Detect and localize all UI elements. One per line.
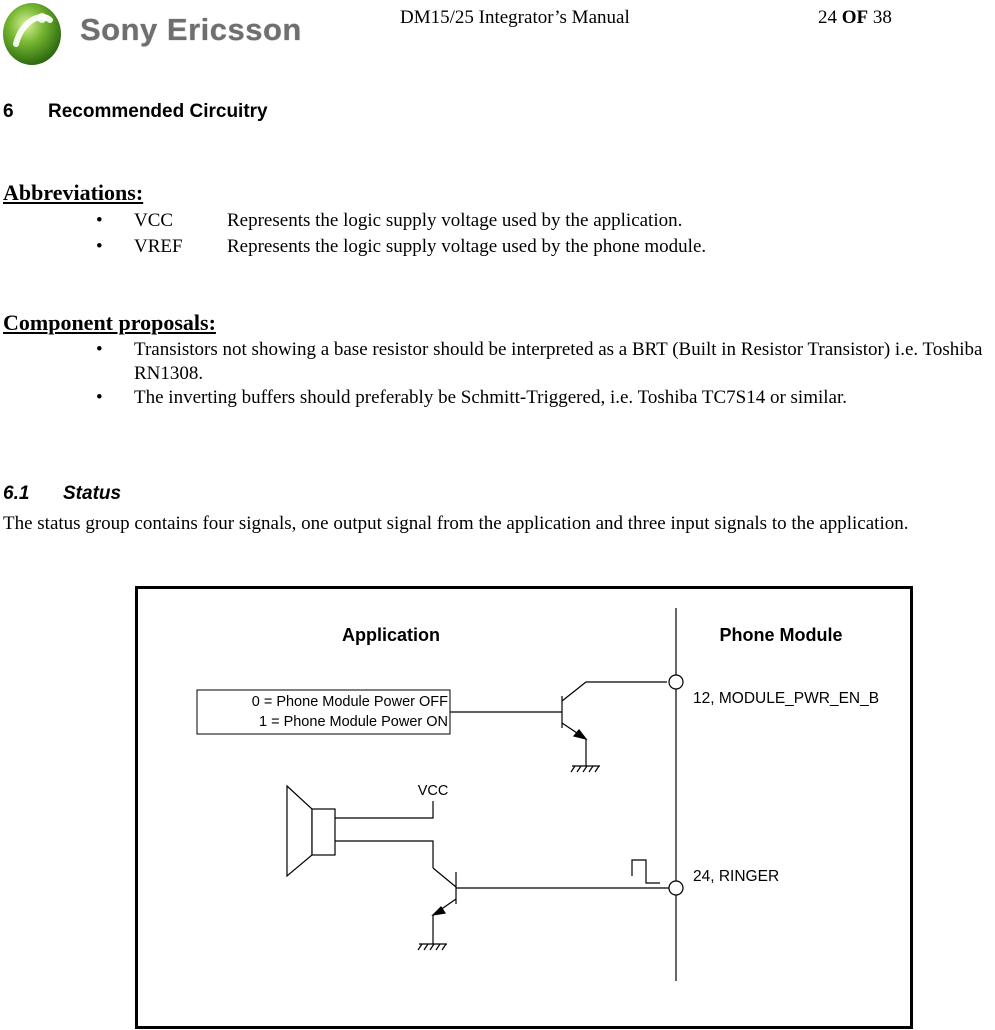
subsection-number: 6.1 xyxy=(3,483,30,504)
power-box-line1: 0 = Phone Module Power OFF xyxy=(251,694,448,710)
abbreviation-term: VCC xyxy=(134,210,174,231)
vcc-label: VCC xyxy=(417,783,449,799)
abbreviations-heading: Abbreviations: xyxy=(3,180,144,205)
subsection-heading xyxy=(3,483,121,505)
page-indicator xyxy=(818,7,892,29)
component-proposals-heading: Component proposals: xyxy=(3,310,216,335)
section-title: Recommended Circuitry xyxy=(48,101,268,122)
abbreviation-term: VREF xyxy=(134,236,183,257)
bullet-icon: • xyxy=(96,210,103,231)
phone-module-label: Phone Module xyxy=(719,625,843,645)
page-of-label: OF xyxy=(841,7,869,28)
abbreviation-description: Represents the logic supply voltage used by the application. xyxy=(227,210,683,231)
page-number: 24 xyxy=(818,7,837,28)
pulse-waveform-icon xyxy=(632,860,660,883)
pin-24-label: 24, RINGER xyxy=(693,868,780,885)
page-total: 38 xyxy=(872,7,892,28)
pin-12-terminal xyxy=(669,675,683,689)
section-heading xyxy=(3,101,268,123)
ringer-transistor xyxy=(418,868,669,950)
subsection-body: The status group contains four signals, one output signal from the application and three input signals to the application. xyxy=(3,513,909,534)
application-label: Application xyxy=(342,625,440,645)
sony-ericsson-logo-icon xyxy=(2,0,62,66)
proposal-text: The inverting buffers should preferably be Schmitt-Triggered, i.e. Toshiba TC7S14 or similar. xyxy=(134,387,848,408)
pin-12-label: 12, MODULE_PWR_EN_B xyxy=(693,690,880,707)
power-enable-transistor xyxy=(450,682,667,772)
bullet-icon: • xyxy=(96,339,103,360)
proposal-text: Transistors not showing a base resistor should be interpreted as a BRT (Built in Resistor Transistor) i.e. Toshiba RN1308. xyxy=(134,339,983,384)
bullet-icon: • xyxy=(96,387,103,408)
section-number: 6 xyxy=(3,101,14,122)
power-box-line2: 1 = Phone Module Power ON xyxy=(258,714,448,730)
document-title: DM15/25 Integrator’s Manual xyxy=(400,7,630,28)
abbreviation-description: Represents the logic supply voltage used by the phone module. xyxy=(227,236,707,257)
diagram-frame xyxy=(137,588,912,1028)
pin-24-terminal xyxy=(669,881,683,895)
bullet-icon: • xyxy=(96,236,103,257)
speaker-icon xyxy=(287,786,433,876)
status-circuit-diagram xyxy=(135,586,913,1029)
subsection-title: Status xyxy=(63,483,122,504)
logo-wordmark: Sony Ericsson xyxy=(80,12,302,47)
